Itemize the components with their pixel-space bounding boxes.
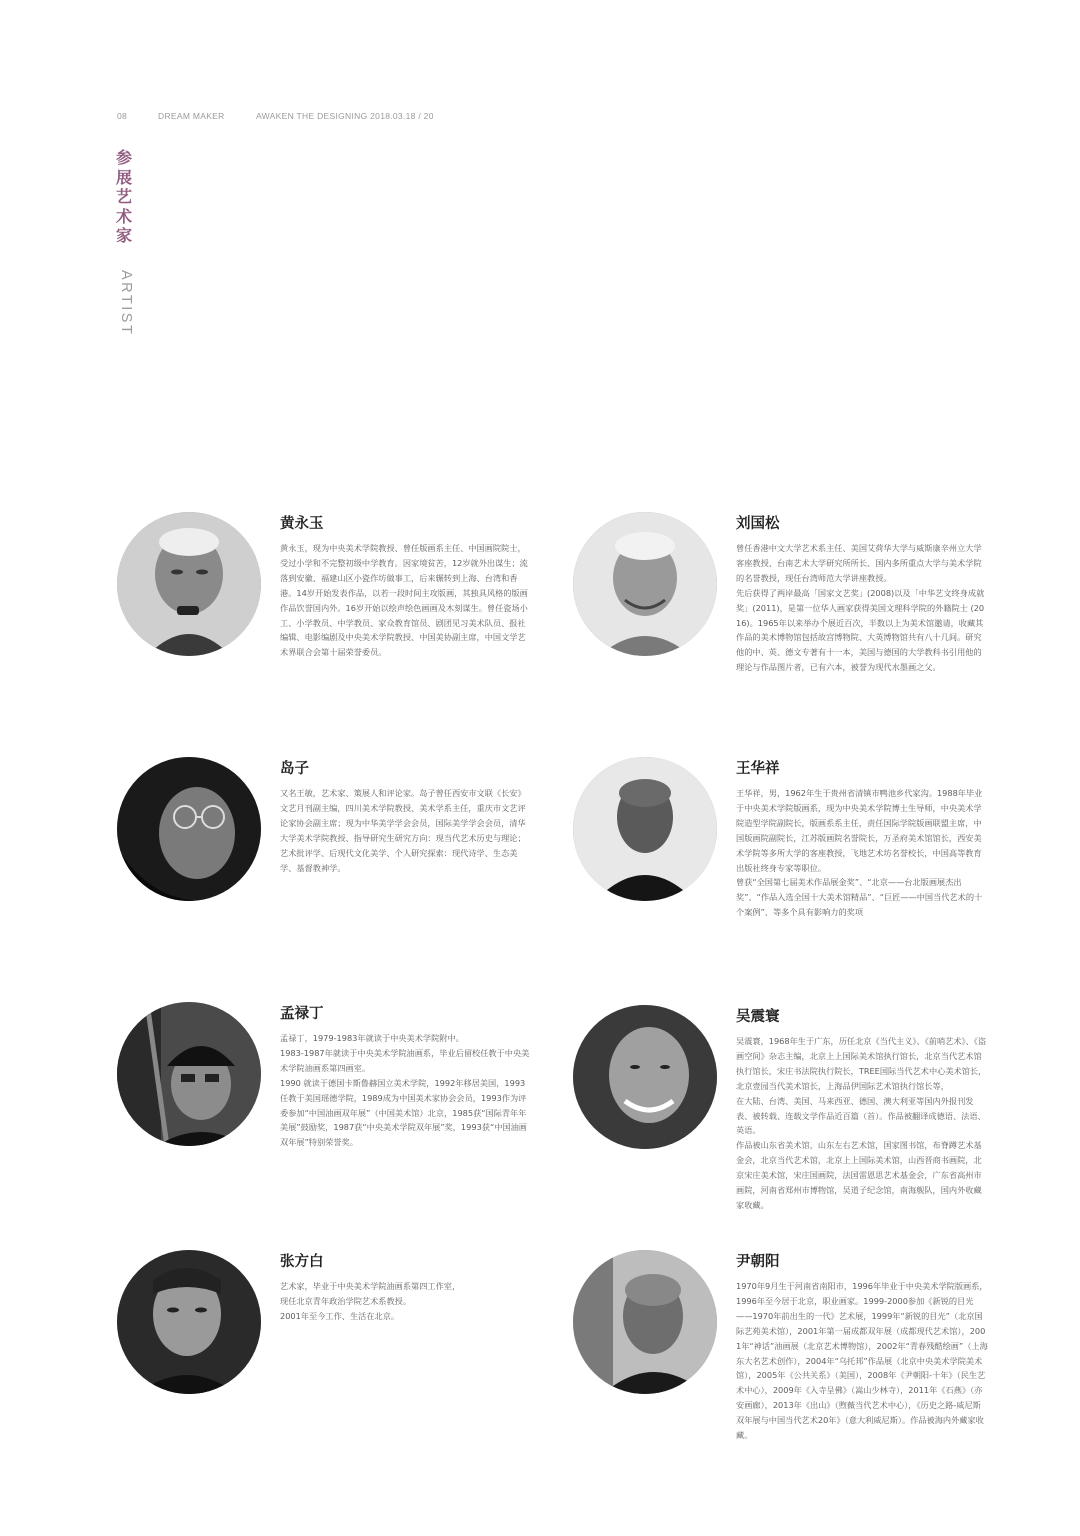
artist-bio: [736, 1279, 988, 1443]
artist-portrait: [117, 1250, 261, 1394]
bio-paragraph: 在大陆、台湾、美国、马来西亚、德国、澳大利亚等国内外报刊发表、被转载、连载文学作品近百篇（首）。作品被翻译成德语、法语、英语。: [736, 1095, 986, 1136]
page-number: 08: [117, 111, 128, 121]
portrait-photo-icon: [573, 1250, 717, 1394]
bio-paragraph: 孟禄丁，1979-1983年就读于中央美术学院附中。: [280, 1033, 464, 1043]
portrait-photo-icon: [117, 757, 261, 901]
bio-paragraph: 现任北京青年政治学院艺术系教授。: [280, 1295, 412, 1306]
bio-paragraph: 2001年至今工作、生活在北京。: [280, 1310, 400, 1321]
bio-paragraph: 吴震寰，1968年生于广东，历任北京《当代主义》、《前哨艺术》、《盗画空间》杂志主编，北京上上国际美术馆执行馆长，北京当代艺术馆执行馆长，宋庄书法院执行院长，TREE国际当代艺术中心美术馆长，北京壹园当代美术馆长，上海品伊国际艺术馆执行馆长等，: [736, 1036, 987, 1091]
artist-portrait: [117, 1002, 261, 1146]
artist-bio: [736, 1034, 988, 1213]
artist-bio: [280, 541, 532, 660]
artist-name: 黄永玉: [280, 516, 324, 532]
bio-paragraph: 1990 就读于德国卡斯鲁赫国立美术学院，1992年移居美国，1993 任教于美国瑶德学院，1989成为中国美术家协会会员，1993作为评委参加“中国油画双年展”（中国美术馆）北京，1985获“国际青年年美展”鼓励奖，1987获“中央美术学院双年展”奖，1993获“中国油画双年展”特别荣誉奖。: [280, 1077, 527, 1148]
artist-portrait: [573, 1005, 717, 1149]
portrait-photo-icon: [117, 1002, 261, 1146]
artist-portrait: [573, 512, 717, 656]
section-title-cn: 参展艺术家: [115, 148, 132, 245]
bio-paragraph: 1970年9月生于河南省南阳市，1996年毕业于中央美术学院版画系，1996年至今居于北京，职业画家。1999-2000参加《新锐的目光——1970年前出生的一代》艺术展，1999年“新锐的目光”（北京国际艺苑美术馆），2001年第一届成都双年展（成都现代艺术馆），2001年“神话”油画展（北京艺术博物馆），2002年“青春残酷绘画”（上海东大名艺术创作），2004年“乌托邦”作品展（北京中央美术学院美术馆），2005年《公共关系》（美国），2008年《尹朝阳-十年》（民生艺术中心），2009年《入寺呈佛》（嵩山少林寺），2011年《石燕》（亦安画廊），2013年《出山》（煦薇当代艺术中心），《历史之路-威尼斯双年展与中国当代艺术20年》（意大利威尼斯）。作品被海内外藏家收藏。: [736, 1281, 988, 1441]
portrait-photo-icon: [573, 512, 717, 656]
bio-paragraph: 王华祥，男，1962年生于贵州省清镇市鸭池乡代家沟。1988年毕业于中央美术学院版画系，现为中央美术学院博士生导师，中央美术学院造型学院副院长，版画系系主任，责任国际学院版画联盟主席，中国版画院副院长，江苏版画院名誉院长，万圣府美术馆馆长，西安美术学院等多所大学的客座教授，飞地艺术坊名誉校长，中国高等教育出版社终身专家等职位。: [736, 788, 983, 873]
artist-bio: [736, 786, 988, 920]
brand-label: DREAM MAKER: [158, 111, 225, 121]
artist-name: 尹朝阳: [736, 1254, 780, 1270]
bio-paragraph: 作品被山东省美术馆，山东左右艺术馆，国家图书馆，布脊蹲艺术基金会，北京当代艺术馆，北京上上国际美术馆，山西晋商书画院，北京宋庄美术馆，宋庄国画院，法国雷恩思艺术基金会，广东省高州市画院，河南省郑州市博物馆，吴道子纪念馆，南海舰队，国内外收藏家收藏。: [736, 1140, 982, 1210]
bio-paragraph: 曾任香港中文大学艺术系主任、美国艾荷华大学与威斯康辛州立大学客座教授、台南艺术大学研究所所长、国内多所重点大学与美术学院的名誉教授，现任台湾师范大学讲座教授。: [736, 543, 982, 583]
portrait-photo-icon: [573, 1005, 717, 1149]
artist-name: 吴震寰: [736, 1009, 780, 1025]
header-tagline: AWAKEN THE DESIGNING 2018.03.18 / 20: [256, 111, 434, 121]
bio-paragraph: 曾获“全国第七届美术作品展金奖”、“北京——台北版画展杰出奖”、“作品入选全国十大美术馆精品”、“巨匠——中国当代艺术的十个案例”、等多个具有影响力的奖项: [736, 877, 983, 918]
artist-bio: [736, 541, 988, 675]
portrait-photo-icon: [117, 1250, 261, 1394]
portrait-photo-icon: [573, 757, 717, 901]
bio-paragraph: 艺术家，毕业于中央美术学院油画系第四工作室，: [280, 1281, 461, 1291]
bio-paragraph: 先后获得了两岸最高「国家文艺奖」(2008)以及「中华艺文终身成就奖」(2011)，是第一位华人画家获得美国文理科学院的外籍院士 (2016)。1965年以来举办个展近百次，半数以上为美术馆邀请，收藏其作品的美术博物馆包括故宫博物院、大英博物馆共有八十几间。研究他的中、英、德文专著有十一本，美国与德国的大学教科书引用他的理论与作品图片者，已有六本，被誉为现代水墨画之父。: [736, 587, 985, 673]
artist-name: 刘国松: [736, 516, 780, 532]
artist-portrait: [117, 512, 261, 656]
artist-bio: [280, 786, 532, 875]
artist-bio: [280, 1031, 532, 1150]
section-title-en: ARTIST: [118, 270, 134, 337]
portrait-photo-icon: [117, 512, 261, 656]
artist-name: 张方白: [280, 1254, 324, 1270]
artist-name: 孟禄丁: [280, 1006, 324, 1022]
artist-portrait: [117, 757, 261, 901]
artist-name: 王华祥: [736, 761, 780, 777]
bio-paragraph: 1983-1987年就读于中央美术学院油画系，毕业后留校任教于中央美术学院油画系第四画室。: [280, 1047, 530, 1073]
bio-paragraph: 又名王敏，艺术家、策展人和评论家。岛子曾任西安市文联《长安》文艺月刊副主编，四川美术学院教授、美术学系主任，重庆市文艺评论家协会副主席；现为中华美学学会会员，国际美学学会会员，清华大学美术学院教授、指导研究生研究方向：现当代艺术历史与理论；艺术批评学、后现代文化美学、个人研究探索：现代诗学、生态美学、基督教神学。: [280, 788, 526, 873]
artist-portrait: [573, 757, 717, 901]
artist-portrait: [573, 1250, 717, 1394]
bio-paragraph: 黄永玉，现为中央美术学院教授、曾任版画系主任、中国画院院士，受过小学和不完整初级中学教育。因家境贫苦，12岁就外出谋生；流落到安徽、福建山区小瓷作坊做事工，后来辗转到上海、台湾和香港。14岁开始发表作品，以若一段时间主攻版画，其独具风格的版画作品饮誉国内外。16岁开始以绘声绘色画画及木刻谋生。曾任瓷场小工、小学教员、中学教员、家众教育馆员、剧团见习美术队员、报社编辑、电影编剧及中央美术学院教授、中国美协副主席，中国文学艺术界联合会第十届荣誉委员。: [280, 543, 528, 658]
artist-name: 岛子: [280, 761, 309, 777]
artist-bio: [280, 1279, 532, 1324]
